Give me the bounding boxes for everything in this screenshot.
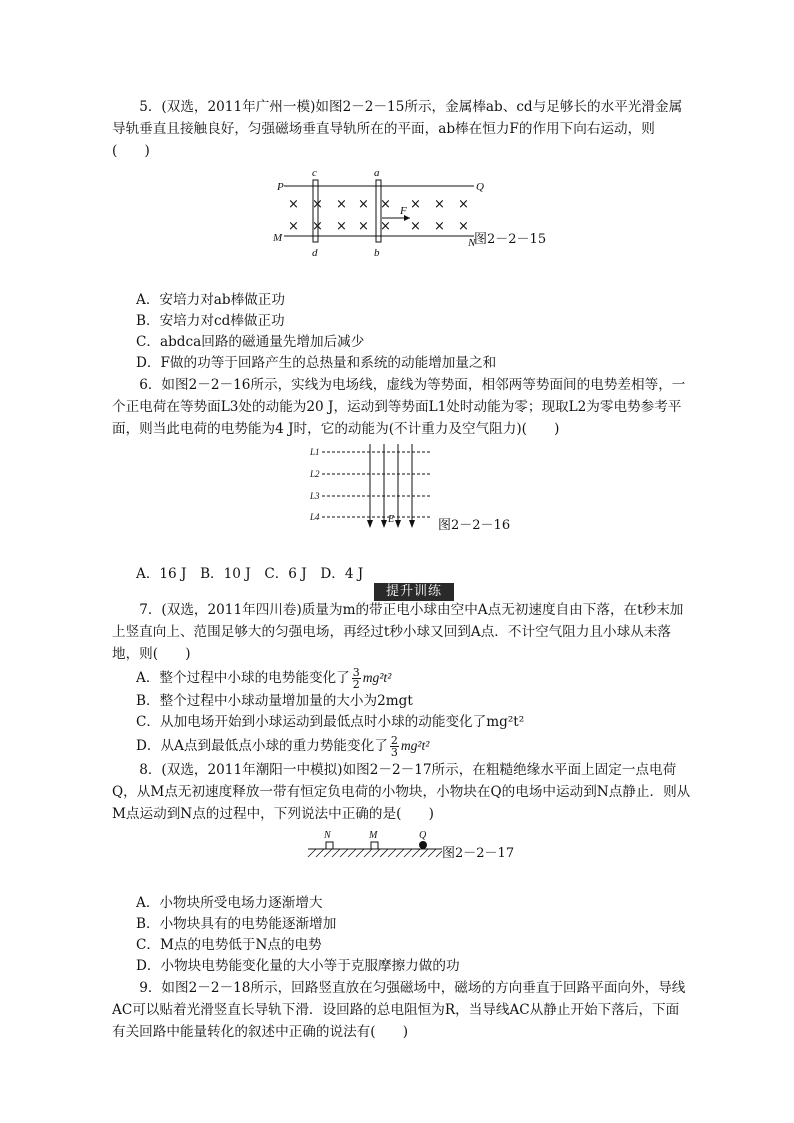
q9-stem: 9．如图2－2－18所示，回路竖直放在匀强磁场中，磁场的方向垂直于回路平面向外，导线AC可以贴着光滑竖直长导轨下滑．设回路的总电阻恒为R，当导线AC从静止开始下落后，下面有关回路中能量转化的叙述中正确的说法有( ) xyxy=(112,980,686,1040)
svg-text:×: × xyxy=(336,197,347,212)
fraction-3-2: $\frac{3}{2}$ xyxy=(352,666,360,691)
q6-figure xyxy=(112,442,692,534)
svg-text:×: × xyxy=(380,219,391,234)
q8-stem: 8．(双选，2011年潮阳一中模拟)如图2－2－17所示，在粗糙绝缘水平面上固定一点电荷Q，从M点无初速度释放一带有恒定负电荷的小物块，小物块在Q的电场中运动到N点静止．则从M点运动到N点的过程中，下列说法中正确的是( ) xyxy=(112,762,691,822)
q5-option-c: C．abdca回路的磁通量先增加后减少 xyxy=(136,334,365,350)
level-L1: L1 xyxy=(310,447,320,457)
q8-option-d: D．小物块电势能变化量的大小等于克服摩擦力做的功 xyxy=(136,958,460,974)
label-F: F xyxy=(400,205,407,217)
section-title: 提升训练 xyxy=(374,583,454,601)
label-d: d xyxy=(312,247,318,256)
svg-text:×: × xyxy=(336,219,347,234)
block-at-M xyxy=(371,842,378,849)
q7-stem: 7．(双选，2011年四川卷)质量为m的带正电小球由空中A点无初速度自由下落，在t秒末加上竖直向上、范围足够大的匀强电场，再经过t秒小球又回到A点．不计空气阻力且小球从未落地，则( ) xyxy=(112,602,684,662)
label-b: b xyxy=(374,247,380,256)
q8-figure-label: 图2－2－17 xyxy=(442,846,515,861)
q7-option-a: A．整个过程中小球的电势能变化了 $\frac{3}{2}$ mg²t² xyxy=(136,666,392,691)
svg-text:×: × xyxy=(458,219,469,234)
q8-option-a: A．小物块所受电场力逐渐增大 xyxy=(136,895,323,911)
surface-diagram xyxy=(112,827,692,871)
label-P: P xyxy=(277,181,284,193)
q5-figure xyxy=(112,166,692,256)
q5-option-b: B．安培力对cd棒做正功 xyxy=(136,313,285,329)
worksheet-page xyxy=(112,96,692,1043)
label-Q: Q xyxy=(476,181,484,193)
q5-figure-label: 图2－2－15 xyxy=(474,232,547,247)
rail-diagram xyxy=(112,166,692,256)
q5-stem: 5．(双选，2011年广州一模)如图2－2－15所示，金属棒ab、cd与足够长的水平光滑金属导轨垂直且接触良好，匀强磁场垂直导轨所在的平面，ab棒在恒力F的作用下向右运动，则( ) xyxy=(112,99,683,159)
label-N: N xyxy=(468,237,476,249)
field-x-mark: × xyxy=(288,197,299,212)
svg-text:×: × xyxy=(434,197,445,212)
level-L3: L3 xyxy=(310,491,320,501)
q5-option-a: A．安培力对ab棒做正功 xyxy=(136,292,285,308)
q7-option-d: D．从A点到最低点小球的重力势能变化了 $\frac{2}{3}$ mg²t² xyxy=(136,734,430,759)
svg-text:×: × xyxy=(358,197,369,212)
level-L4: L4 xyxy=(310,512,320,522)
label-M: M xyxy=(273,232,283,244)
q6-stem: 6．如图2－2－16所示，实线为电场线，虚线为等势面，相邻两等势面间的电势差相等，一个正电荷在等势面L3处的动能为20 J，运动到等势面L1处时动能为零；现取L2为零电势参考平面，则当此电荷的电势能为4 J时，它的动能为(不计重力及空气阻力)( ) xyxy=(112,377,686,437)
label-a: a xyxy=(374,167,380,179)
level-L2: L2 xyxy=(310,469,320,479)
q6-options: A．16 J B．10 J C．6 J D．4 J xyxy=(136,566,364,582)
q8-figure xyxy=(112,827,692,871)
svg-text:×: × xyxy=(410,219,421,234)
svg-text:×: × xyxy=(410,197,421,212)
label-N-point: N xyxy=(324,830,331,841)
field-label-E: E xyxy=(388,514,395,525)
svg-text:×: × xyxy=(358,219,369,234)
q8-option-c: C．M点的电势低于N点的电势 xyxy=(136,937,322,953)
q8-option-b: B．小物块具有的电势能逐渐增加 xyxy=(136,916,337,932)
svg-text:×: × xyxy=(458,197,469,212)
q5-option-d: D．F做的功等于回路产生的总热量和系统的动能增加量之和 xyxy=(136,355,497,371)
q7-option-c: C．从加电场开始到小球运动到最低点时小球的动能变化了mg²t² xyxy=(136,714,525,730)
q6-figure-label: 图2－2－16 xyxy=(438,518,511,533)
svg-text:×: × xyxy=(312,219,323,234)
fraction-2-3: $\frac{2}{3}$ xyxy=(390,734,398,759)
label-c: c xyxy=(312,167,317,179)
svg-text:×: × xyxy=(434,219,445,234)
block-at-N xyxy=(326,842,333,849)
svg-text:×: × xyxy=(288,219,299,234)
label-M-point: M xyxy=(369,830,378,841)
charge-Q xyxy=(419,841,427,849)
equipotential-diagram xyxy=(112,442,692,534)
svg-text:×: × xyxy=(312,197,323,212)
q7-option-b: B．整个过程中小球动量增加量的大小为2mgt xyxy=(136,693,413,709)
svg-text:×: × xyxy=(380,197,391,212)
label-Q-charge: Q xyxy=(419,830,427,841)
